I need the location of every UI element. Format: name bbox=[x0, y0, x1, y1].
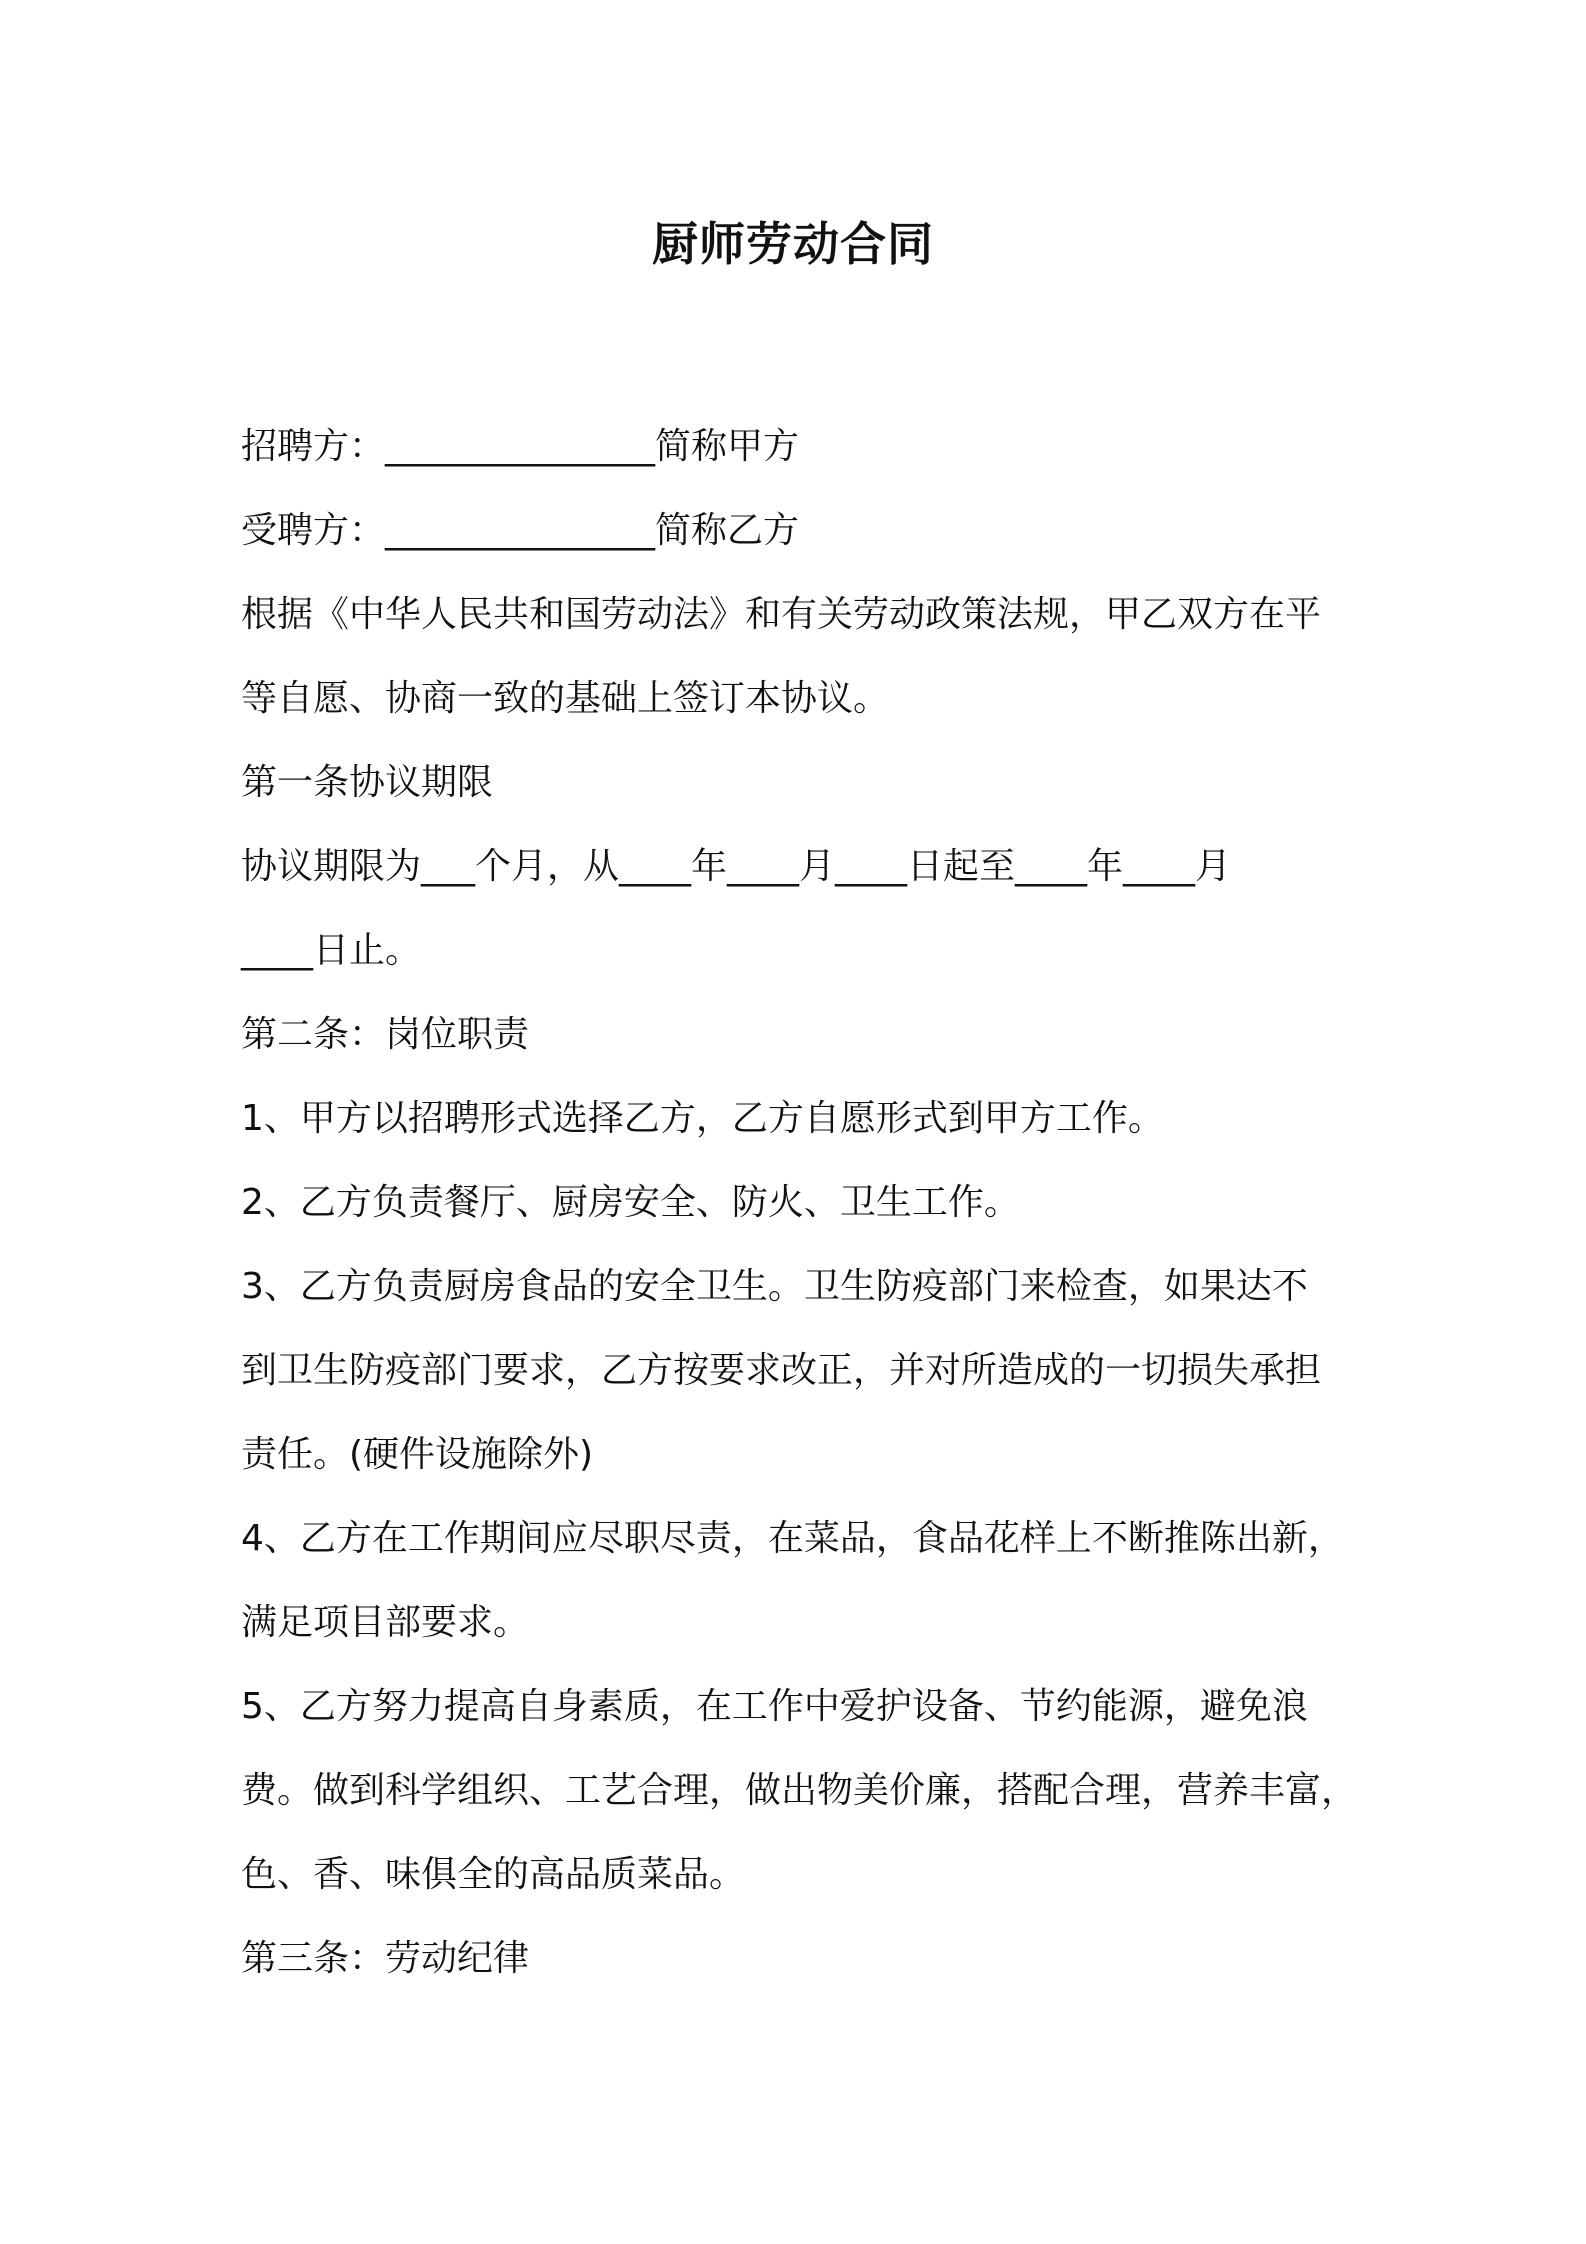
preamble-line-2: 等自愿、协商一致的基础上签订本协议。 bbox=[241, 678, 890, 719]
duty-2: 2、乙方负责餐厅、厨房安全、防火、卫生工作。 bbox=[241, 1182, 1020, 1223]
term-line-2: ____日止。 bbox=[241, 930, 422, 971]
duty-3-line-1: 3、乙方负责厨房食品的安全卫生。卫生防疫部门来检查，如果达不 bbox=[241, 1266, 1308, 1307]
duty-1: 1、甲方以招聘形式选择乙方，乙方自愿形式到甲方工作。 bbox=[241, 1098, 1164, 1139]
article-2-heading: 第二条：岗位职责 bbox=[241, 1014, 530, 1055]
duty-3-line-2: 到卫生防疫部门要求，乙方按要求改正，并对所造成的一切损失承担 bbox=[241, 1350, 1322, 1391]
term-line-1: 协议期限为___个月，从____年____月____日起至____年____月 bbox=[241, 846, 1232, 887]
employee-line: 受聘方：_______________简称乙方 bbox=[241, 510, 800, 551]
duty-5-line-3: 色、香、味俱全的高品质菜品。 bbox=[241, 1854, 746, 1895]
employer-line: 招聘方：_______________简称甲方 bbox=[241, 426, 800, 467]
document-body bbox=[241, 405, 1356, 2001]
duty-5-line-2: 费。做到科学组织、工艺合理，做出物美价廉，搭配合理，营养丰富， bbox=[241, 1770, 1358, 1811]
article-1-heading: 第一条协议期限 bbox=[241, 762, 494, 803]
document-title: 厨师劳动合同 bbox=[652, 217, 934, 271]
article-3-heading: 第三条：劳动纪律 bbox=[241, 1938, 530, 1979]
duty-4-line-1: 4、乙方在工作期间应尽职尽责，在菜品，食品花样上不断推陈出新， bbox=[241, 1518, 1344, 1559]
preamble-line-1: 根据《中华人民共和国劳动法》和有关劳动政策法规，甲乙双方在平 bbox=[241, 594, 1322, 635]
duty-4-line-2: 满足项目部要求。 bbox=[241, 1602, 530, 1643]
duty-5-line-1: 5、乙方努力提高自身素质，在工作中爱护设备、节约能源，避免浪 bbox=[241, 1686, 1308, 1727]
duty-3-line-3: 责任。(硬件设施除外) bbox=[241, 1434, 594, 1475]
